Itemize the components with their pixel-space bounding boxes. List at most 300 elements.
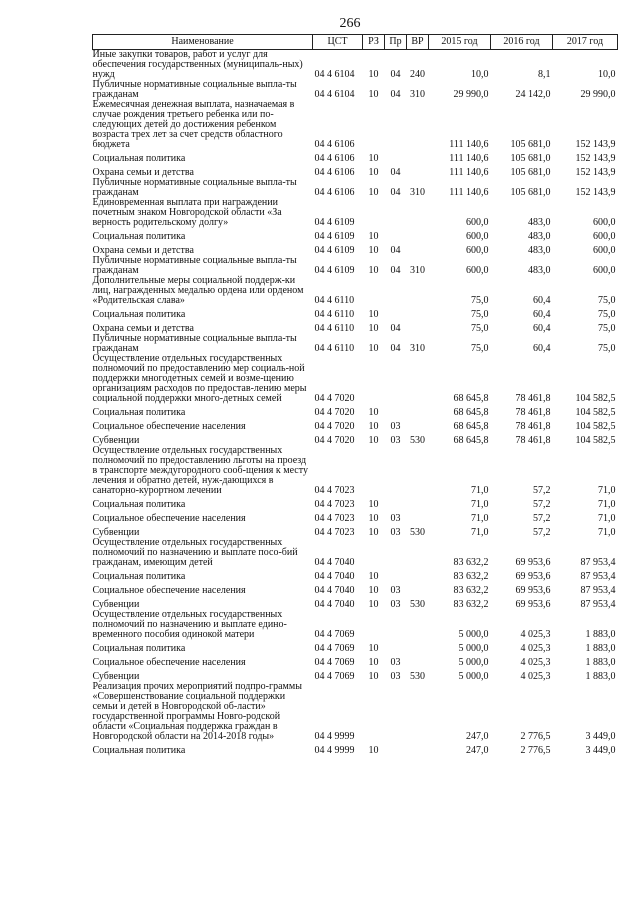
table-row [93, 178, 618, 198]
cell-y2015: 68 645,8 [453, 407, 489, 418]
cell-cst: 04 4 7040 [314, 557, 355, 568]
table-row [93, 568, 618, 582]
cell-rz: 10 [368, 643, 379, 654]
cell-pr: 04 [390, 89, 401, 100]
cell-rz [363, 276, 385, 306]
cell-pr: 03 [390, 527, 401, 538]
cell-y2016: 4 025,3 [520, 657, 551, 668]
cell-y2017: 1 883,0 [585, 671, 616, 682]
cell-pr [385, 198, 407, 228]
header-vr: ВР [407, 35, 429, 50]
cell-pr [385, 354, 407, 404]
cell-cst: 04 4 7040 [314, 571, 355, 582]
cell-rz: 10 [368, 527, 379, 538]
header-2015: 2015 год [429, 35, 491, 50]
cell-pr: 03 [390, 513, 401, 524]
cell-vr: 310 [410, 187, 425, 198]
table-row [93, 404, 618, 418]
table-row [93, 418, 618, 432]
cell-y2015: 111 140,6 [449, 139, 489, 150]
cell-y2016: 105 681,0 [510, 167, 551, 178]
cell-rz: 10 [368, 657, 379, 668]
cell-y2016: 57,2 [533, 485, 551, 496]
cell-y2017: 10,0 [598, 69, 616, 80]
cell-y2015: 68 645,8 [453, 435, 489, 446]
cell-rz [363, 198, 385, 228]
cell-y2015: 600,0 [466, 231, 489, 242]
cell-y2017: 3 449,0 [585, 745, 616, 756]
cell-rz [363, 354, 385, 404]
cell-rz: 10 [368, 89, 379, 100]
cell-name: Единовременная выплата при награждении почетным знаком Новгородской области «За верность родительскому долгу» [92, 197, 282, 228]
cell-y2016: 2 776,5 [520, 731, 551, 742]
cell-rz: 10 [368, 499, 379, 510]
cell-y2016: 69 953,6 [515, 557, 551, 568]
table-row [93, 228, 618, 242]
cell-y2016: 105 681,0 [510, 153, 551, 164]
cell-y2015: 71,0 [471, 499, 489, 510]
cell-y2017: 71,0 [598, 485, 616, 496]
table-row [93, 496, 618, 510]
cell-pr [385, 496, 407, 510]
cell-name: Социальная политика [92, 745, 186, 756]
cell-pr [385, 538, 407, 568]
cell-name: Осуществление отдельных государственных полномочий по назначению и выплате едино-временного пособия одинокой матери [92, 609, 287, 640]
table-row [93, 354, 618, 404]
cell-y2017: 104 582,5 [575, 435, 616, 446]
cell-cst: 04 4 6109 [314, 231, 355, 242]
cell-rz: 10 [368, 585, 379, 596]
cell-y2015: 600,0 [466, 245, 489, 256]
cell-y2016: 4 025,3 [520, 643, 551, 654]
cell-y2015: 75,0 [471, 295, 489, 306]
cell-y2016: 57,2 [533, 527, 551, 538]
cell-rz: 10 [368, 309, 379, 320]
table-row [93, 276, 618, 306]
cell-vr [407, 654, 429, 668]
cell-cst: 04 4 7069 [314, 643, 355, 654]
cell-vr [407, 640, 429, 654]
cell-y2015: 83 632,2 [453, 599, 489, 610]
cell-name: Публичные нормативные социальные выпла-ты гражданам [92, 333, 297, 354]
cell-cst: 04 4 6109 [314, 265, 355, 276]
cell-rz: 10 [368, 153, 379, 164]
cell-cst: 04 4 6106 [314, 167, 355, 178]
cell-vr [407, 228, 429, 242]
table-row [93, 596, 618, 610]
cell-name: Социальная политика [92, 571, 186, 582]
cell-y2015: 68 645,8 [453, 393, 489, 404]
table-header-row [93, 35, 618, 50]
cell-vr [407, 198, 429, 228]
cell-y2016: 105 681,0 [510, 187, 551, 198]
cell-vr [407, 568, 429, 582]
table-row [93, 742, 618, 756]
cell-y2016: 78 461,8 [515, 421, 551, 432]
cell-cst: 04 4 7069 [314, 671, 355, 682]
cell-vr [407, 510, 429, 524]
header-2017: 2017 год [553, 35, 618, 50]
cell-name: Социальное обеспечение населения [92, 513, 246, 524]
cell-y2017: 71,0 [598, 527, 616, 538]
cell-rz [363, 610, 385, 640]
cell-pr [385, 404, 407, 418]
table-row [93, 306, 618, 320]
cell-vr [407, 100, 429, 150]
cell-cst: 04 4 6104 [314, 89, 355, 100]
cell-y2015: 68 645,8 [453, 421, 489, 432]
cell-rz: 10 [368, 167, 379, 178]
cell-pr: 03 [390, 585, 401, 596]
cell-pr: 03 [390, 657, 401, 668]
cell-cst: 04 4 7023 [314, 527, 355, 538]
cell-y2017: 87 953,4 [580, 599, 616, 610]
table-row [93, 80, 618, 100]
cell-name: Иные закупки товаров, работ и услуг для обеспечения государственных (муниципаль-ных) нужд [92, 49, 303, 80]
cell-y2016: 483,0 [528, 245, 551, 256]
cell-cst: 04 4 6104 [314, 69, 355, 80]
cell-pr: 04 [390, 167, 401, 178]
cell-y2017: 75,0 [598, 309, 616, 320]
cell-y2016: 2 776,5 [520, 745, 551, 756]
cell-rz: 10 [368, 671, 379, 682]
cell-pr: 03 [390, 435, 401, 446]
cell-rz: 10 [368, 187, 379, 198]
cell-y2016: 8,1 [538, 69, 551, 80]
cell-y2016: 24 142,0 [515, 89, 551, 100]
cell-y2017: 600,0 [593, 231, 616, 242]
cell-y2015: 5 000,0 [458, 657, 489, 668]
table-row [93, 150, 618, 164]
cell-vr [407, 306, 429, 320]
cell-y2017: 75,0 [598, 295, 616, 306]
cell-pr [385, 568, 407, 582]
cell-y2015: 71,0 [471, 485, 489, 496]
cell-name: Субвенции [92, 599, 140, 610]
cell-vr: 530 [410, 435, 425, 446]
cell-y2015: 75,0 [471, 323, 489, 334]
cell-cst: 04 4 7023 [314, 513, 355, 524]
cell-vr: 530 [410, 527, 425, 538]
cell-pr: 04 [390, 343, 401, 354]
cell-vr [407, 150, 429, 164]
table-row [93, 538, 618, 568]
table-row [93, 510, 618, 524]
cell-vr: 310 [410, 89, 425, 100]
cell-name: Охрана семьи и детства [92, 167, 194, 178]
cell-y2017: 152 143,9 [575, 139, 616, 150]
cell-y2015: 600,0 [466, 265, 489, 276]
cell-cst: 04 4 7020 [314, 393, 355, 404]
cell-y2015: 111 140,6 [449, 167, 489, 178]
table-row [93, 582, 618, 596]
cell-y2016: 78 461,8 [515, 407, 551, 418]
table-row [93, 524, 618, 538]
cell-y2017: 152 143,9 [575, 167, 616, 178]
cell-y2016: 60,4 [533, 309, 551, 320]
cell-pr [385, 446, 407, 496]
cell-cst: 04 4 6110 [314, 295, 355, 306]
cell-cst: 04 4 9999 [314, 731, 355, 742]
cell-rz: 10 [368, 69, 379, 80]
cell-pr [385, 682, 407, 742]
cell-pr: 04 [390, 323, 401, 334]
cell-vr: 310 [410, 265, 425, 276]
cell-rz [363, 446, 385, 496]
cell-y2017: 87 953,4 [580, 571, 616, 582]
cell-rz [363, 100, 385, 150]
cell-rz: 10 [368, 245, 379, 256]
cell-name: Осуществление отдельных государственных полномочий по предоставлению мер социаль-ной поддержки многодетных семей и возме-щению организациям расходов по предостав-лению меры социальной поддержки много-детных семей [92, 353, 307, 404]
cell-y2016: 60,4 [533, 343, 551, 354]
cell-y2017: 75,0 [598, 343, 616, 354]
cell-name: Субвенции [92, 435, 140, 446]
cell-name: Охрана семьи и детства [92, 245, 194, 256]
table-row [93, 242, 618, 256]
cell-cst: 04 4 7023 [314, 499, 355, 510]
cell-vr [407, 164, 429, 178]
cell-name: Социальная политика [92, 499, 186, 510]
cell-rz [363, 538, 385, 568]
cell-y2017: 3 449,0 [585, 731, 616, 742]
cell-vr [407, 446, 429, 496]
cell-name: Социальное обеспечение населения [92, 657, 246, 668]
cell-y2016: 78 461,8 [515, 393, 551, 404]
cell-pr [385, 306, 407, 320]
cell-y2017: 600,0 [593, 265, 616, 276]
cell-cst: 04 4 7069 [314, 629, 355, 640]
table-row [93, 432, 618, 446]
cell-y2017: 152 143,9 [575, 187, 616, 198]
cell-y2015: 5 000,0 [458, 671, 489, 682]
cell-rz: 10 [368, 343, 379, 354]
cell-vr [407, 610, 429, 640]
cell-name: Социальная политика [92, 643, 186, 654]
header-pr: Пр [385, 35, 407, 50]
cell-name: Дополнительные меры социальной поддерж-ки лиц, награжденных медалью ордена или орденом «Родительская слава» [92, 275, 304, 306]
cell-y2015: 10,0 [471, 69, 489, 80]
cell-pr [385, 100, 407, 150]
cell-y2017: 75,0 [598, 323, 616, 334]
cell-cst: 04 4 6110 [314, 323, 355, 334]
cell-rz: 10 [368, 265, 379, 276]
cell-y2016: 483,0 [528, 265, 551, 276]
cell-vr [407, 496, 429, 510]
table-row [93, 50, 618, 81]
header-rz: РЗ [363, 35, 385, 50]
cell-y2016: 57,2 [533, 513, 551, 524]
cell-pr [385, 276, 407, 306]
table-row [93, 100, 618, 150]
cell-name: Социальная политика [92, 153, 186, 164]
cell-cst: 04 4 7069 [314, 657, 355, 668]
cell-y2016: 4 025,3 [520, 629, 551, 640]
cell-name: Осуществление отдельных государственных полномочий по назначению и выплате посо-бий гражданам, имеющим детей [92, 537, 298, 568]
cell-rz: 10 [368, 231, 379, 242]
page-number: 266 [339, 16, 361, 31]
cell-y2017: 600,0 [593, 245, 616, 256]
cell-y2015: 83 632,2 [453, 585, 489, 596]
cell-y2017: 1 883,0 [585, 657, 616, 668]
table-row [93, 334, 618, 354]
cell-y2015: 83 632,2 [453, 557, 489, 568]
cell-name: Социальное обеспечение населения [92, 585, 246, 596]
cell-rz: 10 [368, 599, 379, 610]
budget-table [92, 34, 618, 756]
cell-y2017: 87 953,4 [580, 557, 616, 568]
cell-cst: 04 4 9999 [314, 745, 355, 756]
cell-pr: 04 [390, 265, 401, 276]
cell-y2017: 104 582,5 [575, 421, 616, 432]
cell-cst: 04 4 6109 [314, 217, 355, 228]
cell-y2017: 104 582,5 [575, 407, 616, 418]
cell-rz: 10 [368, 745, 379, 756]
cell-vr [407, 582, 429, 596]
cell-rz: 10 [368, 421, 379, 432]
cell-cst: 04 4 7040 [314, 599, 355, 610]
cell-vr [407, 320, 429, 334]
cell-pr: 03 [390, 421, 401, 432]
cell-pr: 04 [390, 187, 401, 198]
cell-pr [385, 640, 407, 654]
cell-rz: 10 [368, 571, 379, 582]
cell-cst: 04 4 6106 [314, 153, 355, 164]
cell-pr: 03 [390, 671, 401, 682]
cell-pr [385, 742, 407, 756]
header-cst: ЦСТ [313, 35, 363, 50]
table-row [93, 446, 618, 496]
cell-y2015: 75,0 [471, 309, 489, 320]
cell-y2016: 4 025,3 [520, 671, 551, 682]
cell-name: Субвенции [92, 527, 140, 538]
table-row [93, 198, 618, 228]
cell-rz: 10 [368, 407, 379, 418]
cell-y2015: 111 140,6 [449, 187, 489, 198]
cell-y2015: 29 990,0 [453, 89, 489, 100]
cell-cst: 04 4 7020 [314, 421, 355, 432]
cell-name: Ежемесячная денежная выплата, назначаемая в случае рождения третьего ребенка или по-следующих детей до достижения ребенком возраста трех лет за счет средств областного бюджета [92, 99, 295, 150]
table-row [93, 682, 618, 742]
cell-pr [385, 610, 407, 640]
cell-cst: 04 4 6106 [314, 139, 355, 150]
cell-cst: 04 4 6110 [314, 343, 355, 354]
cell-y2017: 600,0 [593, 217, 616, 228]
cell-y2015: 600,0 [466, 217, 489, 228]
cell-y2015: 5 000,0 [458, 629, 489, 640]
cell-pr [385, 150, 407, 164]
cell-y2017: 29 990,0 [580, 89, 616, 100]
cell-y2015: 75,0 [471, 343, 489, 354]
cell-vr: 530 [410, 599, 425, 610]
cell-name: Реализация прочих мероприятий подпро-граммы «Совершенствование социальной поддержки семьи и детей в Новгородской об-ласти» государственной программы Новго-родской области «Социальная поддержка граждан в Новгородской области на 2014-2018 годы» [92, 681, 302, 742]
cell-name: Социальная политика [92, 309, 186, 320]
cell-vr [407, 404, 429, 418]
cell-y2015: 247,0 [466, 745, 489, 756]
cell-name: Публичные нормативные социальные выпла-ты гражданам [92, 255, 297, 276]
cell-y2016: 60,4 [533, 323, 551, 334]
cell-cst: 04 4 7023 [314, 485, 355, 496]
cell-vr [407, 418, 429, 432]
cell-y2016: 60,4 [533, 295, 551, 306]
cell-rz [363, 682, 385, 742]
cell-pr [385, 228, 407, 242]
table-row [93, 610, 618, 640]
cell-y2016: 105 681,0 [510, 139, 551, 150]
cell-y2016: 69 953,6 [515, 571, 551, 582]
cell-y2017: 87 953,4 [580, 585, 616, 596]
cell-y2016: 78 461,8 [515, 435, 551, 446]
cell-pr: 03 [390, 599, 401, 610]
cell-y2017: 1 883,0 [585, 629, 616, 640]
header-name: Наименование [93, 35, 313, 50]
cell-cst: 04 4 6106 [314, 187, 355, 198]
header-2016: 2016 год [491, 35, 553, 50]
cell-y2015: 5 000,0 [458, 643, 489, 654]
table-row [93, 668, 618, 682]
cell-cst: 04 4 6110 [314, 309, 355, 320]
cell-name: Публичные нормативные социальные выпла-ты гражданам [92, 79, 297, 100]
cell-y2016: 483,0 [528, 217, 551, 228]
table-row [93, 164, 618, 178]
cell-y2017: 152 143,9 [575, 153, 616, 164]
cell-name: Субвенции [92, 671, 140, 682]
cell-y2016: 483,0 [528, 231, 551, 242]
cell-vr: 240 [410, 69, 425, 80]
cell-y2016: 69 953,6 [515, 585, 551, 596]
cell-y2015: 71,0 [471, 527, 489, 538]
cell-name: Социальная политика [92, 407, 186, 418]
table-row [93, 320, 618, 334]
table-row [93, 256, 618, 276]
cell-cst: 04 4 7020 [314, 407, 355, 418]
cell-name: Социальное обеспечение населения [92, 421, 246, 432]
cell-y2015: 247,0 [466, 731, 489, 742]
cell-pr: 04 [390, 245, 401, 256]
table-body [93, 50, 618, 757]
cell-name: Охрана семьи и детства [92, 323, 194, 334]
cell-vr [407, 354, 429, 404]
cell-rz: 10 [368, 435, 379, 446]
cell-rz: 10 [368, 323, 379, 334]
cell-y2017: 71,0 [598, 499, 616, 510]
cell-name: Публичные нормативные социальные выпла-ты гражданам [92, 177, 297, 198]
cell-y2016: 57,2 [533, 499, 551, 510]
cell-rz: 10 [368, 513, 379, 524]
table-row [93, 654, 618, 668]
cell-y2015: 111 140,6 [449, 153, 489, 164]
cell-name: Социальная политика [92, 231, 186, 242]
cell-y2017: 71,0 [598, 513, 616, 524]
cell-vr: 530 [410, 671, 425, 682]
cell-y2017: 1 883,0 [585, 643, 616, 654]
cell-vr [407, 682, 429, 742]
cell-pr: 04 [390, 69, 401, 80]
cell-cst: 04 4 7040 [314, 585, 355, 596]
cell-cst: 04 4 7020 [314, 435, 355, 446]
cell-y2017: 104 582,5 [575, 393, 616, 404]
cell-vr [407, 242, 429, 256]
cell-y2015: 71,0 [471, 513, 489, 524]
cell-y2016: 69 953,6 [515, 599, 551, 610]
table-row [93, 640, 618, 654]
cell-vr [407, 276, 429, 306]
cell-vr [407, 538, 429, 568]
cell-name: Осуществление отдельных государственных полномочий по предоставлению льготы на проезд в транспорте междугородного сооб-щения к месту лечения и обратно детей, нуж-дающихся в санаторно-курортном лечении [92, 445, 308, 496]
cell-vr [407, 742, 429, 756]
cell-y2015: 83 632,2 [453, 571, 489, 582]
cell-cst: 04 4 6109 [314, 245, 355, 256]
cell-vr: 310 [410, 343, 425, 354]
